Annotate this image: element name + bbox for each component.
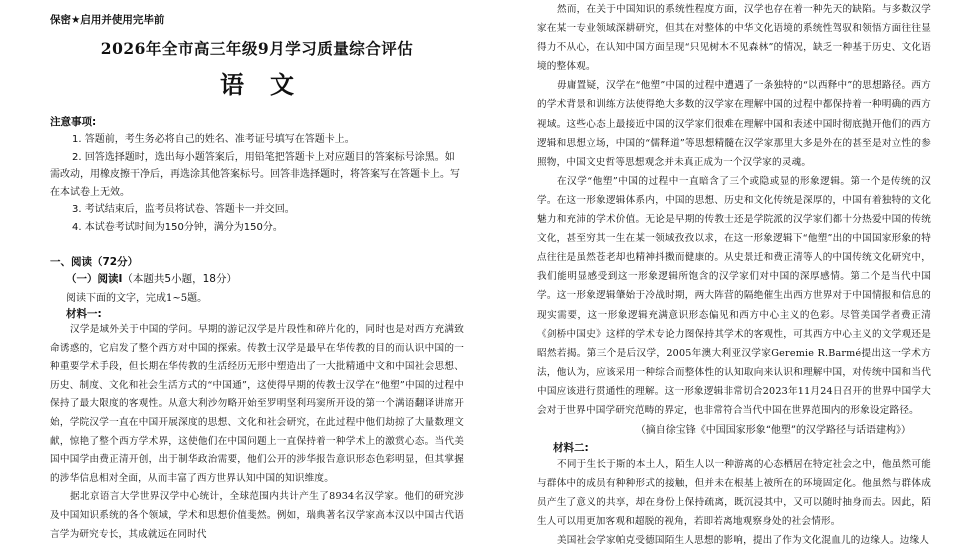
section-heading: 一、阅读（72分） [50,256,139,268]
material-paragraph: 美国社会学家帕克受德国陌生人思想的影响，提出了作为文化混血儿的边缘人。边缘人 [557,535,930,547]
notice-item: 1. 答题前，考生务必将自己的姓名、准考证号填写在答题卡上。 [72,134,355,145]
sub-section-title: （一）阅读I [66,273,123,285]
subject-title: 语文 [220,70,320,99]
material-paragraph: 不同于生长于斯的本土人，陌生人以一种游离的心态栖居在特定社会之中，他虽然可能与群体中的成员有种种形式的接触，但并未在根基上被所在的环境固定化。他虽然与群体成员产生了意义的共享，却在身份上保持疏离，既沉浸其中，又可以随时抽身而去。因此，陌生人可以用更加客观和超脱的视角，若即若离地观察身处的社会情形。 [537,459,931,528]
notice-item: 2. 回答选择题时，选出每小题答案后，用铅笔把答题卡上对应题目的答案标号涂黑。如需改动，用橡皮擦干净后，再选涂其他答案标号。回答非选择题时，将答案写在答题卡上。写在本试卷上无效。 [50,151,460,198]
secret-label: 保密★启用并使用完毕前 [50,14,165,26]
notice-item: 3. 考试结束后，监考员将试卷、答题卡一并交回。 [72,204,295,215]
notice-item: 4. 本试卷考试时间为150分钟，满分为150分。 [72,221,283,233]
material-paragraph: 毋庸置疑，汉学在“他塑”中国的过程中遭遇了一条独特的“以西释中”的思想路径。西方的学术背景和训练方法使得绝大多数的汉学家在理解中国的过程中都保持着一种明确的西方视域。这些心态上最接近中国的汉学家们很难在理解中国和表述中国时彻底抛开他们的西方逻辑和思想立场，中国的“儒释道”等思想精髓在汉学家那里大多是外在的甚至是对立性的参照物，中国文史哲等思想观念并未真正成为一个汉学家的灵魂。 [537,80,931,168]
exam-title: 2026年全市高三年级9月学习质量综合评估 [100,39,414,58]
notice-list [50,131,464,236]
reading-instruction: 阅读下面的文字，完成1~5题。 [66,293,208,304]
source-citation: （摘自徐宝锋《中国国家形象“他塑”的汉学路径与话语建构》） [635,425,911,437]
right-column [537,0,931,547]
material-paragraph: 在汉学“他塑”中国的过程中一直暗含了三个或隐或显的形象逻辑。第一个是传统的汉学。在这一形象逻辑体系内，中国的思想、历史和文化传统是深厚的，中国有着独特的文化魅力和充沛的学术价值。无论是早期的传教士还是学院派的汉学家们都十分热爱中国的传统文化，甚至穷其一生在某一领域孜孜以求，在这一形象逻辑下“他塑”出的中国国家形象的特点往往是虽然苍老却也精神抖擞而健康的。从史景迁和费正清等人的中国传统文化研究中，我们能明显感受到这一形象逻辑所饱含的汉学家们对中国的深厚感情。第二个是当代中国学。这一形象逻辑肇始于冷战时期，两大阵营的隔绝催生出西方世界对于中国情报和信息的现实需要，这一形象逻辑充满意识形态偏见和西方中心主义的色彩。尽管美国学者费正清《剑桥中国史》这样的学术专论力图保持其学术的客观性，可其西方中心主义的文学观还是昭然若揭。第三个是后汉学，2005年澳大利亚汉学家Geremie R.Barmé提出这一学术方法，他认为，应该采用一种综合而整体性的认知取向来认识和理解中国，对传统中国和当代中国应该进行贯通性的理解。这一形象逻辑非常切合2023年11月24日召开的世界中国学大会对于世界中国学研究范畴的界定，也非常符合当代中国在世界范围内的形象设定路径。 [537,175,931,416]
material-2-label: 材料二: [553,442,589,455]
material-paragraph: 据北京语言大学世界汉学中心统计，全球范围内共计产生了8934名汉学家。他们的研究涉及中国知识系统的各个领域，学术和思想价值斐然。例如，瑞典著名汉学家高本汉以中国古代语言学为研究专长，其成就远在同时代 [50,491,464,540]
notice-heading: 注意事项: [50,116,97,128]
material-paragraph: 然而，在关于中国知识的系统性程度方面，汉学也存在着一种先天的缺陷。与多数汉学家在某一专业领域深耕研究，但其在对整体的中华文化语境的系统性驾驭和领悟方面往往显得力不从心，在认知中国方面呈现“只见树木不见森林”的情况，缺乏一种基于历史、文化语境的整体观。 [537,4,931,73]
sub-section-heading [50,271,464,286]
material-1-label: 材料一: [66,308,102,320]
sub-section-score: （本题共5小题，18分） [122,273,237,285]
left-column [50,0,464,540]
material-paragraph: 汉学是域外关于中国的学问。早期的游记汉学是片段性和碎片化的，同时也是对西方充满致命诱惑的，它启发了整个西方对中国的探索。传教士汉学是最早在华传教的目的而认识中国的一种重要学术手段，但长期在华传教的生活经历无形中塑造出了一大批精通中文和中国社会思想、历史、制度、文化和社会生活方式的“中国通”，这使得早期的传教士汉学在“他塑”中国的过程中保持了最大限度的客观性。从意大利沙勿略开始至罗明坚利玛窦所开设的第一个满语翻译讲席开始，学院汉学一直在中国开展深度的思想、文化和社会研究，在此过程中他们劫掠了大量数理文献，惊艳了整个西方学术界，这使他们在中国问题上一直保持着一种学术上的激赏心态。当代美国中国学由费正清开创，出于制华政治需要，他们公开的涉华报告意识形态色彩明显，但其掌握的涉华信息相对全面，从而丰富了西方世界认知中国的知识维度。 [50,324,464,484]
